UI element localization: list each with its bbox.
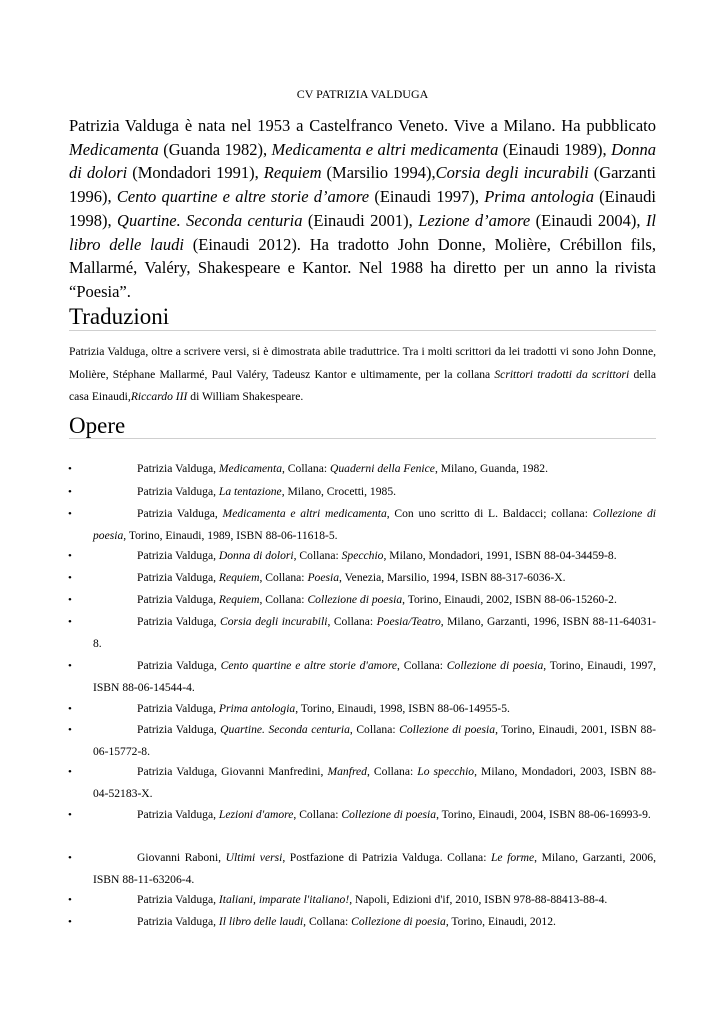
bullet: • <box>68 616 72 628</box>
intro-work-title: Medicamenta e altri medicamenta <box>271 139 499 159</box>
translations-paragraph <box>69 341 656 409</box>
translations-text: della casa Einaudi, <box>69 367 656 403</box>
intro-text: (Einaudi 2004), <box>530 210 646 230</box>
intro-work-title: Lezione d’amore <box>418 210 531 230</box>
list-item: • Patrizia Valduga, Medicamenta, Collana: Quaderni della Fenice, Milano, Guanda, 1982. <box>69 458 656 480</box>
intro-work-title: Prima antologia <box>484 187 594 207</box>
bullet: • <box>68 809 72 821</box>
section-heading-opere: Opere <box>69 413 126 438</box>
section-divider <box>69 438 656 439</box>
document-title: CV PATRIZIA VALDUGA <box>296 87 429 101</box>
series-title: Scrittori tradotti da scrittori <box>494 367 630 381</box>
intro-work-title: Il libro delle laudi <box>69 210 657 254</box>
bullet: • <box>68 508 72 520</box>
intro-work-title: Quartine. Seconda centuria <box>117 210 303 230</box>
list-item: • Patrizia Valduga, Requiem, Collana: Collezione di poesia, Torino, Einaudi, 2002, ISBN 88-06-15260-2. <box>69 589 656 611</box>
bullet: • <box>68 572 72 584</box>
work-title: Riccardo III <box>130 390 188 403</box>
bullet: • <box>68 894 72 906</box>
intro-work-title: Corsia degli incurabili <box>435 163 589 183</box>
intro-text: (Einaudi 1997), <box>369 187 485 207</box>
bullet: • <box>68 766 72 778</box>
intro-text: (Mondadori 1991), <box>127 163 264 183</box>
intro-paragraph <box>69 114 656 304</box>
intro-text: (Guanda 1982), <box>158 139 272 159</box>
bullet: • <box>68 916 72 928</box>
intro-text: (Einaudi 1989), <box>498 139 612 159</box>
bullet: • <box>68 703 72 715</box>
translations-text: Patrizia Valduga, oltre a scrivere versi, si è dimostrata abile traduttrice. Tra i molti scrittori da lei tradotti vi sono John Donne, Molière, Stéphane Mallarmé, Paul Valéry, Tadeusz Kantor e ultimamente, per la collana <box>69 345 656 381</box>
intro-work-title: Medicamenta <box>69 139 159 159</box>
bullet: • <box>68 486 72 498</box>
intro-work-title: Requiem <box>263 163 322 183</box>
intro-text: (Garzanti 1996), <box>69 163 656 207</box>
list-item: • Patrizia Valduga, Lezioni d'amore, Collana: Collezione di poesia, Torino, Einaudi, 2004, ISBN 88-06-16993-9. <box>69 804 656 826</box>
list-item: • Giovanni Raboni, Ultimi versi, Postfazione di Patrizia Valduga. Collana: Le forme, Milano, Garzanti, 2006, ISBN 88-11-63206-4. <box>69 847 656 891</box>
bullet: • <box>68 724 72 736</box>
list-item: • Patrizia Valduga, Cento quartine e altre storie d'amore, Collana: Collezione di poesia, Torino, Einaudi, 1997, ISBN 88-06-14544-4. <box>69 655 656 699</box>
list-item: • Patrizia Valduga, Quartine. Seconda centuria, Collana: Collezione di poesia, Torino, Einaudi, 2001, ISBN 88-06-15772-8. <box>69 719 656 763</box>
intro-text: (Einaudi 2012). Ha tradotto John Donne, Molière, Crébillon fils, Mallarmé, Valéry, Shakespeare e Kantor. Nel 1988 ha diretto per un anno la rivista “Poesia”. <box>69 234 656 301</box>
list-item: • Patrizia Valduga, Donna di dolori, Collana: Specchio, Milano, Mondadori, 1991, ISBN 88-04-34459-8. <box>69 545 656 567</box>
list-item: • Patrizia Valduga, Italiani, imparate l'italiano!, Napoli, Edizioni d'if, 2010, ISBN 978-88-88413-88-4. <box>69 889 656 911</box>
list-item: • Patrizia Valduga, Giovanni Manfredini, Manfred, Collana: Lo specchio, Milano, Mondadori, 2003, ISBN 88-04-52183-X. <box>69 761 656 805</box>
intro-text: (Marsilio 1994), <box>321 163 436 183</box>
intro-text: (Einaudi 1998), <box>69 187 656 230</box>
intro-text: (Einaudi 2001), <box>302 210 419 230</box>
bullet: • <box>68 463 72 475</box>
bullet: • <box>68 660 72 672</box>
intro-work-title: Cento quartine e altre storie d’amore <box>116 187 370 207</box>
list-item: • Patrizia Valduga, Prima antologia, Torino, Einaudi, 1998, ISBN 88-06-14955-5. <box>69 698 656 720</box>
list-item: • Patrizia Valduga, Requiem, Collana: Poesia, Venezia, Marsilio, 1994, ISBN 88-317-6036-X. <box>69 567 656 589</box>
intro-work-title: Donna di dolori <box>69 139 656 183</box>
list-item: • Patrizia Valduga, Medicamenta e altri medicamenta, Con uno scritto di L. Baldacci; collana: Collezione di poesia, Torino, Einaudi, 1989, ISBN 88-06-11618-5. <box>69 503 656 547</box>
list-item: • Patrizia Valduga, Il libro delle laudi, Collana: Collezione di poesia, Torino, Einaudi, 2012. <box>69 911 656 933</box>
intro-text: Patrizia Valduga è nata nel 1953 a Castelfranco Veneto. Vive a Milano. Ha pubblicato <box>69 116 656 135</box>
list-item: • Patrizia Valduga, Corsia degli incurabili, Collana: Poesia/Teatro, Milano, Garzanti, 1996, ISBN 88-11-64031-8. <box>69 611 656 655</box>
bullet: • <box>68 852 72 864</box>
bullet: • <box>68 594 72 606</box>
section-heading-traduzioni: Traduzioni <box>69 304 170 329</box>
translations-text: di William Shakespeare. <box>187 390 304 403</box>
section-divider <box>69 330 656 331</box>
bullet: • <box>68 550 72 562</box>
list-item: • Patrizia Valduga, La tentazione, Milano, Crocetti, 1985. <box>69 481 656 503</box>
